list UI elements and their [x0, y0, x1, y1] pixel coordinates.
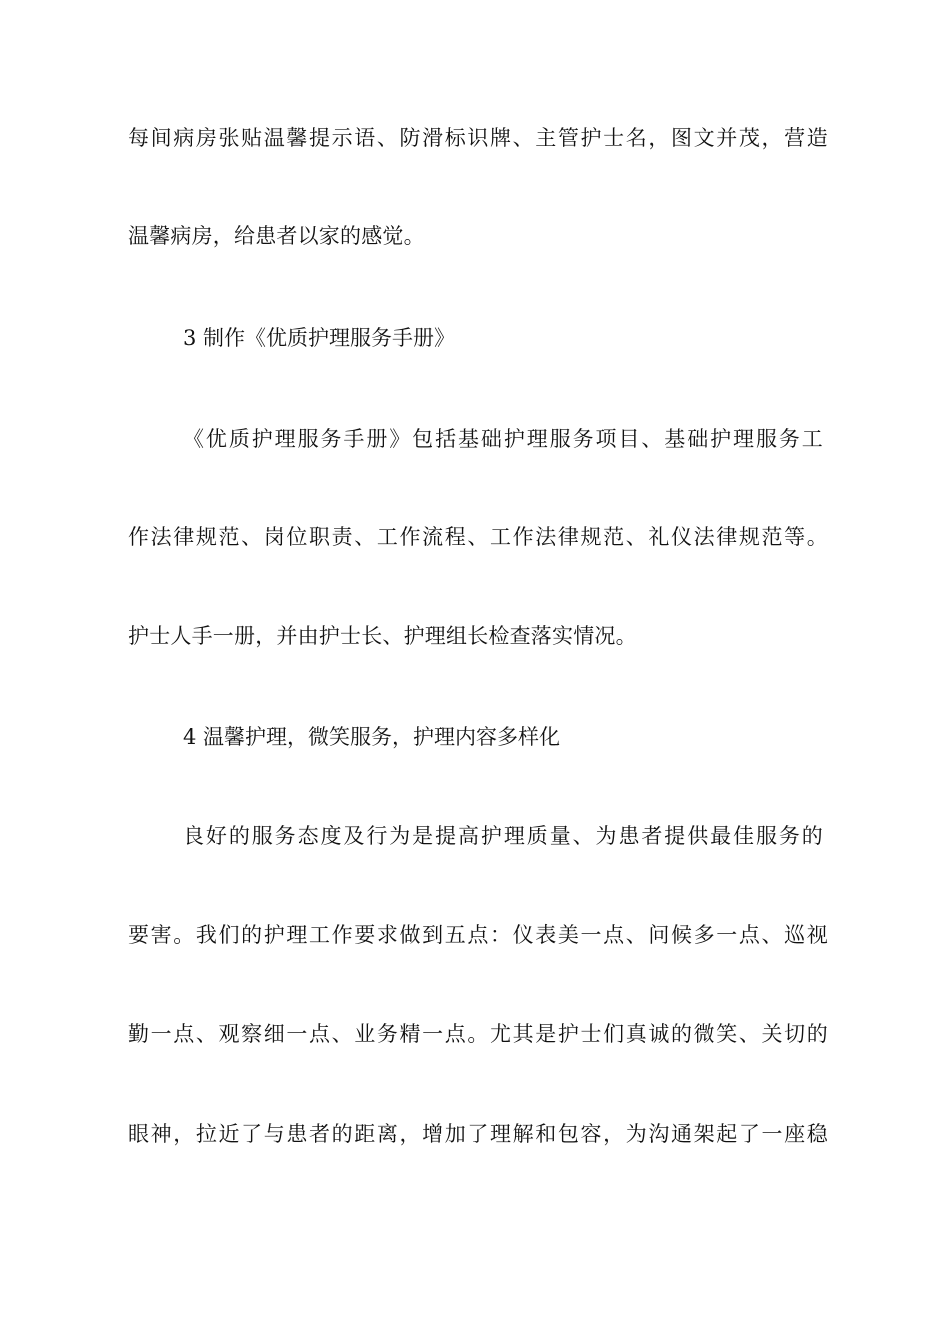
- paragraph-line: 作法律规范、岗位职责、工作流程、工作法律规范、礼仪法律规范等。: [128, 525, 828, 549]
- paragraph-line: 温馨病房，给患者以家的感觉。: [128, 224, 425, 248]
- section-heading-4: 4 温馨护理，微笑服务，护理内容多样化: [183, 725, 561, 749]
- paragraph-line: 良好的服务态度及行为是提高护理质量、为患者提供最佳服务的: [183, 824, 823, 848]
- paragraph-line: 《优质护理服务手册》包括基础护理服务项目、基础护理服务工: [183, 427, 823, 451]
- paragraph-line: 勤一点、观察细一点、业务精一点。尤其是护士们真诚的微笑、关切的: [128, 1022, 828, 1046]
- paragraph-line: 每间病房张贴温馨提示语、防滑标识牌、主管护士名，图文并茂，营造: [128, 126, 828, 150]
- paragraph-line: 要害。我们的护理工作要求做到五点：仪表美一点、问候多一点、巡视: [128, 923, 828, 947]
- paragraph-line: 护士人手一册，并由护士长、护理组长检查落实情况。: [128, 624, 637, 648]
- paragraph-line: 眼神，拉近了与患者的距离，增加了理解和包容，为沟通架起了一座稳: [128, 1122, 828, 1146]
- section-heading-3: 3 制作《优质护理服务手册》: [183, 326, 456, 350]
